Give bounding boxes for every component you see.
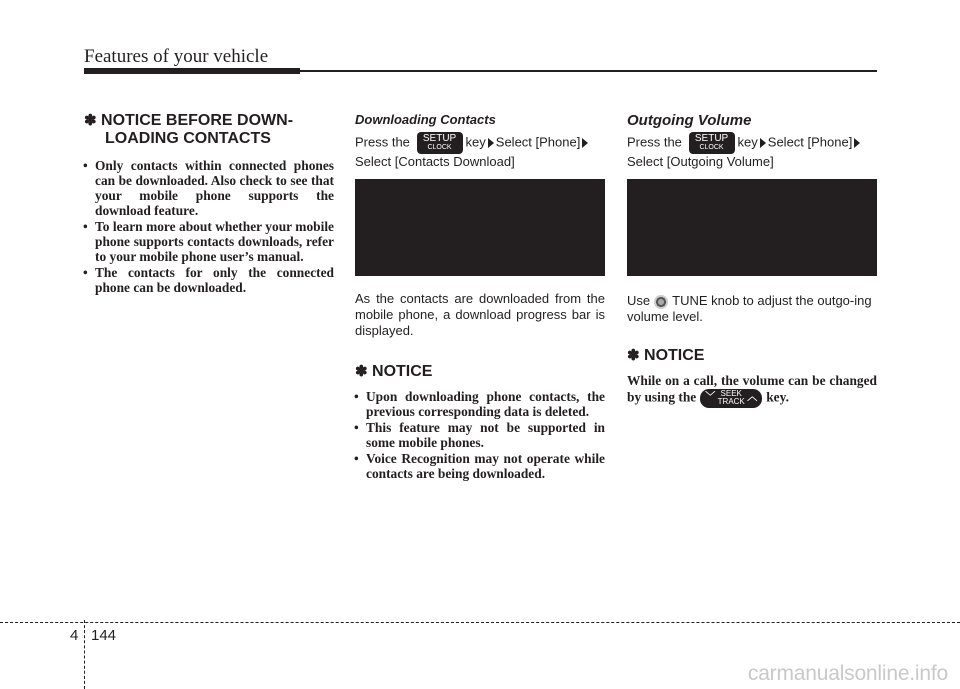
arrow-right-icon bbox=[582, 138, 588, 148]
setup-clock-key-icon: SETUP CLOCK bbox=[689, 132, 735, 154]
seek-track-key-icon: ﹀ SEEK TRACK ︿ bbox=[700, 389, 762, 408]
description-text: As the contacts are downloaded from the mobile phone, a download progress bar is displayed. bbox=[355, 291, 605, 338]
notice-heading bbox=[84, 112, 334, 148]
chapter-number: 4 bbox=[70, 627, 79, 644]
list-item: • Upon downloading phone contacts, the previous corresponding data is deleted. bbox=[355, 389, 605, 419]
screen-image bbox=[355, 179, 605, 276]
list-item: • The contacts for only the connected phone can be downloaded. bbox=[84, 265, 334, 295]
page-number: 144 bbox=[91, 627, 117, 644]
footer-rule bbox=[0, 622, 960, 623]
header-title: Features of your vehicle bbox=[84, 46, 269, 67]
notice-star-icon: ✽ bbox=[355, 363, 368, 380]
column-notice-before-download bbox=[84, 112, 334, 296]
watermark: carmanualsonline.info bbox=[747, 662, 948, 685]
list-item: • Voice Recognition may not operate while contacts are being downloaded. bbox=[355, 451, 605, 481]
column-downloading-contacts bbox=[355, 112, 605, 482]
list-item: • This feature may not be supported in some mobile phones. bbox=[355, 420, 605, 450]
column-outgoing-volume bbox=[627, 112, 877, 408]
notice-list bbox=[84, 158, 334, 295]
notice-heading-line1: NOTICE BEFORE DOWN- bbox=[101, 112, 294, 129]
arrow-right-icon bbox=[854, 138, 860, 148]
notice-heading-line2: LOADING CONTACTS bbox=[105, 130, 271, 147]
notice-star-icon: ✽ bbox=[84, 112, 97, 129]
footer-divider bbox=[84, 620, 85, 689]
notice-star-icon: ✽ bbox=[627, 347, 640, 364]
notice-list bbox=[355, 389, 605, 481]
notice-heading: ✽ NOTICE bbox=[355, 363, 433, 380]
notice-heading: ✽ NOTICE bbox=[627, 347, 705, 364]
instruction-text: Press the SETUP CLOCK key Select [Phone] Select [Outgoing Volume] bbox=[627, 132, 877, 170]
instruction-text: Press the SETUP CLOCK key Select [Phone] Select [Contacts Download] bbox=[355, 132, 605, 170]
tune-instruction-text: Use TUNE knob to adjust the outgo-ing volume level. bbox=[627, 293, 872, 324]
header-rule bbox=[84, 68, 300, 74]
tune-knob-icon bbox=[654, 295, 668, 309]
list-item: • Only contacts within connected phones can be downloaded. Also check to see that your mobile phone supports the download feature. bbox=[84, 158, 334, 218]
screen-image bbox=[627, 179, 877, 276]
arrow-right-icon bbox=[488, 138, 494, 148]
notice-text: While on a call, the volume can be changed by using the ﹀ SEEK TRACK ︿ key. bbox=[627, 373, 877, 406]
section-heading: Outgoing Volume bbox=[627, 112, 752, 129]
list-item: • To learn more about whether your mobile phone supports contacts downloads, refer to your mobile phone user’s manual. bbox=[84, 219, 334, 264]
setup-clock-key-icon: SETUP CLOCK bbox=[417, 132, 463, 154]
header-rule-thin bbox=[300, 70, 877, 72]
arrow-right-icon bbox=[760, 138, 766, 148]
section-heading: Downloading Contacts bbox=[355, 112, 496, 127]
